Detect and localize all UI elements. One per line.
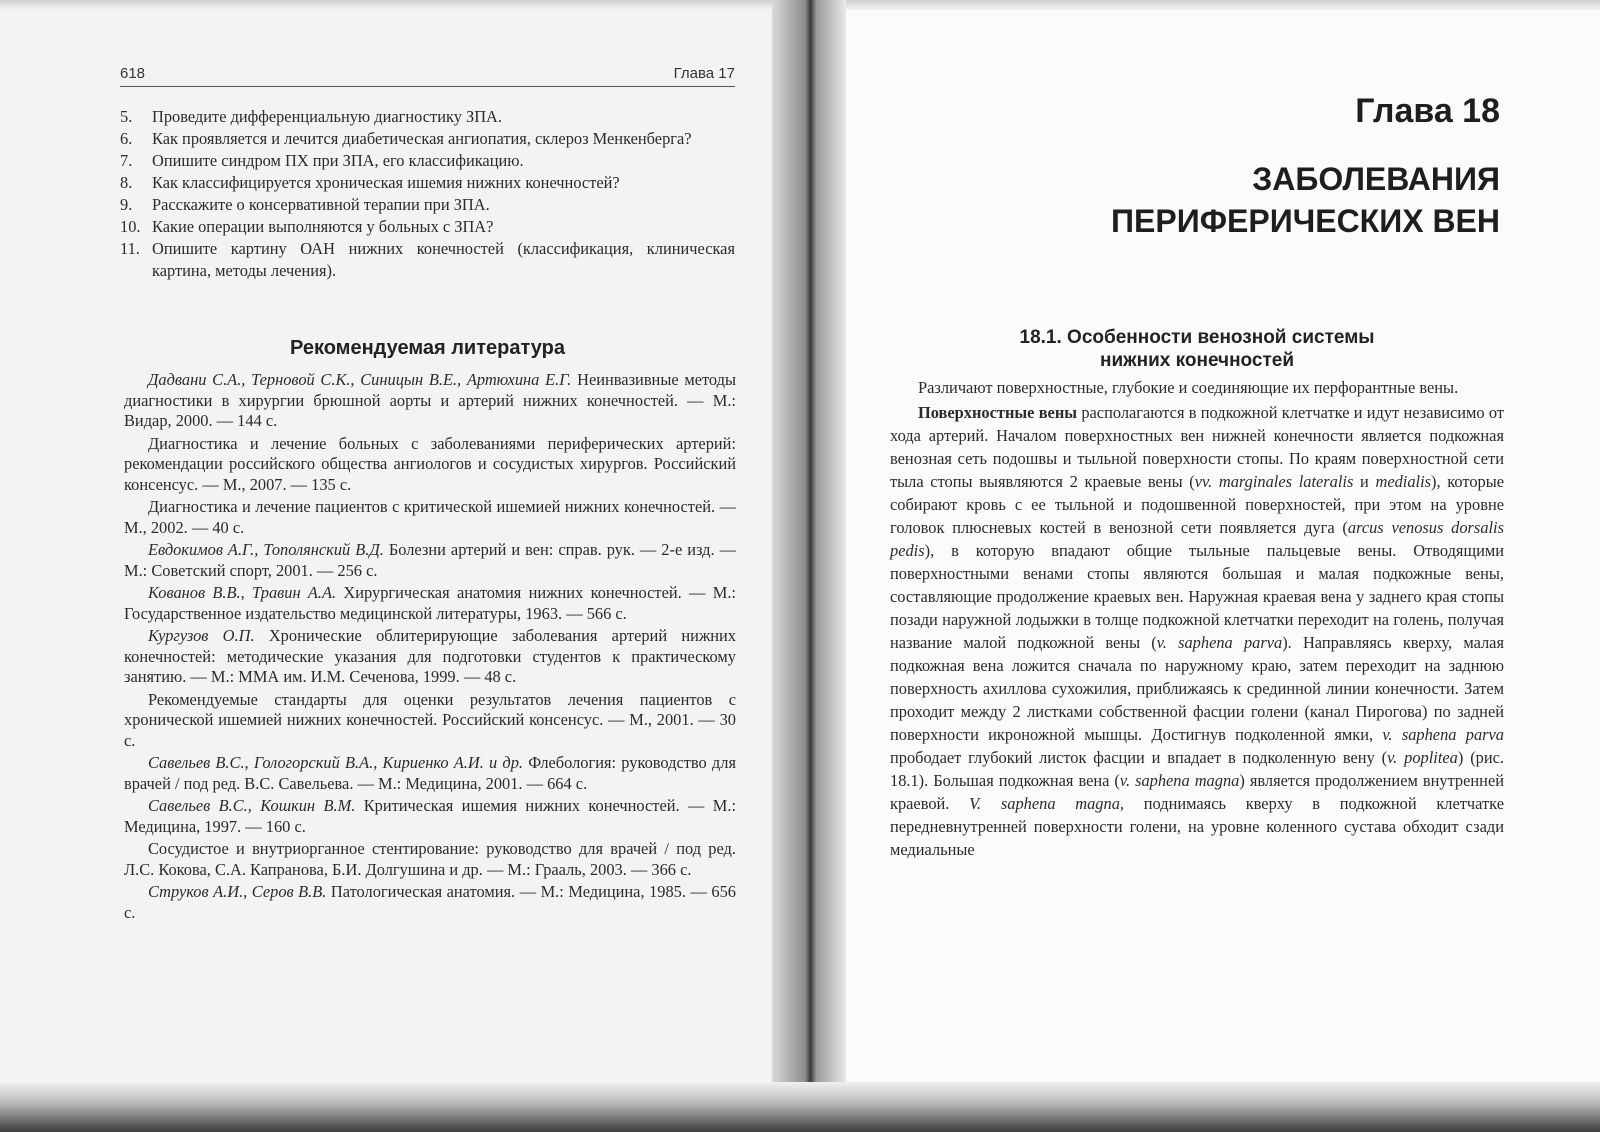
latin-term: medialis <box>1375 472 1432 491</box>
reference-text: Болезни артерий и вен: справ. рук. — 2-е изд. — М.: Советский спорт, 2001. — 256 с. <box>124 540 736 580</box>
running-head-chapter: Глава 17 <box>673 65 735 82</box>
reference-authors: Струков А.И., Серов В.В. <box>148 882 327 901</box>
reference-authors: Евдокимов А.Г., Тополянский В.Д. <box>148 540 384 559</box>
page-number: 618 <box>120 65 146 82</box>
section-title-line-1: 18.1. Особенности венозной системы <box>1019 327 1375 348</box>
reference-item <box>124 370 736 432</box>
bold-term: Поверхностные вены <box>918 403 1078 422</box>
latin-term: v. saphena parva <box>1382 725 1504 744</box>
bottom-edge-shadow <box>0 1082 1600 1132</box>
paragraph-superficial-veins <box>890 401 1504 861</box>
question-text: Какие операции выполняются у больных с ЗПА? <box>152 217 494 236</box>
question-number: 5. <box>120 107 133 126</box>
question-item <box>120 150 735 172</box>
text-run: ). Направляясь кверху, малая подкожная вена ложится сначала по наружному краю, затем переходит на заднюю поверхность ахиллова сухожилия, приближаясь к срединной линии конечности. Затем проходит между 2 листками собственной фасции голени (канал Пирогова) по задней поверхности икроножной мышцы. Достигнув подколенной ямки, <box>890 633 1504 744</box>
book-spine <box>772 0 846 1132</box>
question-item <box>120 216 735 238</box>
running-header <box>120 62 735 87</box>
section-title-line-2: нижних конечностей <box>1099 350 1295 371</box>
chapter-title-line-1: ЗАБОЛЕВАНИЯ <box>1252 161 1500 197</box>
question-text: Как классифицируется хроническая ишемия нижних конечностей? <box>152 173 620 192</box>
reference-item <box>124 497 736 538</box>
question-text: Опишите синдром ПХ при ЗПА, его классификацию. <box>152 151 524 170</box>
reference-text: Флебология: руководство для врачей / под ред. В.С. Савельева. — М.: Медицина, 2001. — 664 с. <box>124 753 736 793</box>
reference-text: Хирургическая анатомия нижних конечностей. — М.: Государственное издательство медицинской литературы, 1963. — 566 с. <box>124 583 736 623</box>
reference-item <box>124 796 736 837</box>
question-item <box>120 194 735 216</box>
text-run: располагаются в подкожной клетчатке и идут независимо от хода артерий. Началом поверхностных вен нижней конечности является подкожная венозная сеть подошвы и тыльной поверхности стопы. По краям поверхностной сети тыла стопы выявляются 2 краевые вены ( <box>890 403 1504 491</box>
chapter-title-line-2: ПЕРИФЕРИЧЕСКИХ ВЕН <box>1111 203 1500 239</box>
reference-authors: Савельев В.С., Кошкин В.М. <box>148 796 356 815</box>
text-run: ) является продолжением внутренней краевой. <box>890 771 1504 813</box>
reference-text: Диагностика и лечение пациентов с критической ишемией нижних конечностей. — М., 2002. — 40 с. <box>124 497 736 537</box>
question-item <box>120 106 735 128</box>
question-number: 6. <box>120 129 133 148</box>
question-text: Опишите картину ОАН нижних конечностей (классификация, клиническая картина, методы лечения). <box>152 239 735 280</box>
section-title <box>892 326 1502 372</box>
text-run: ), в которую впадают общие тыльные пальцевые вены. Отводящими поверхностными венами стопы являются большая и малая подкожные вены, составляющие продолжение краевых вен. Наружная краевая вена у заднего края стопы позади наружной лодыжки в толще подкожной клетчатки переходит на голень, получая название малой подкожной вены ( <box>890 541 1504 652</box>
paragraph-intro: Различают поверхностные, глубокие и соединяющие их перфорантные вены. <box>918 378 1459 397</box>
text-run: , поднимаясь кверху в подкожной клетчатке передневнутренней поверхности голени, на уровне коленного сустава обходит сзади медиальные <box>890 794 1504 859</box>
question-number: 10. <box>120 217 141 236</box>
reference-text: Хронические облитерирующие заболевания артерий нижних конечностей: методические указания для подготовки студентов к практическому занятию. — М.: ММА им. И.М. Сеченова, 1999. — 48 с. <box>124 626 737 686</box>
question-text: Как проявляется и лечится диабетическая ангиопатия, склероз Менкенберга? <box>152 129 692 148</box>
latin-term: arcus venosus dorsalis pedis <box>890 518 1504 560</box>
question-number: 11. <box>120 239 140 258</box>
chapter-title <box>860 158 1500 242</box>
reference-item <box>124 540 736 581</box>
question-item <box>120 238 735 282</box>
reference-text: Сосудистое и внутриорганное стентирование: руководство для врачей / под ред. Л.С. Кокова, С.А. Капранова, Б.И. Долгушина и др. — М.: Грааль, 2003. — 366 с. <box>124 839 736 879</box>
reference-item <box>124 839 736 880</box>
question-number: 7. <box>120 151 133 170</box>
reference-item <box>124 626 736 688</box>
question-item <box>120 172 735 194</box>
latin-term: V. saphena magna <box>969 794 1120 813</box>
text-run: прободает глубокий листок фасции и впадает в подколенную вену ( <box>890 748 1388 767</box>
reference-text: Рекомендуемые стандарты для оценки результатов лечения пациентов с хронической ишемией нижних конечностей. Российский консенсус. — М., 2001. — 30 с. <box>124 689 736 750</box>
chapter-number: Глава 18 <box>1355 92 1500 130</box>
references-list <box>124 370 736 925</box>
reference-item <box>124 434 736 496</box>
question-text: Проведите дифференциальную диагностику ЗПА. <box>152 107 502 126</box>
text-run: ) (рис. 18.1). Большая подкожная вена ( <box>890 748 1504 790</box>
reference-item <box>124 882 736 923</box>
reference-item <box>124 583 736 624</box>
review-questions-list <box>120 106 735 282</box>
reference-text: Диагностика и лечение больных с заболеваниями периферических артерий: рекомендации российского общества ангиологов и сосудистых хирургов. Российский консенсус. — М., 2007. — 135 с. <box>124 433 736 494</box>
latin-term: vv. marginales lateralis <box>1194 472 1354 491</box>
reference-text: Критическая ишемия нижних конечностей. — М.: Медицина, 1997. — 160 с. <box>124 796 736 836</box>
latin-term: v. saphena parva <box>1156 633 1283 652</box>
reference-authors: Савельев В.С., Гологорский В.А., Кириенко А.И. и др. <box>148 753 524 772</box>
question-number: 8. <box>120 173 133 192</box>
reference-item <box>124 753 736 794</box>
text-run: ), которые собирают кровь с ее тыльной и подошвенной поверхностей, при этом на уровне головок плюсневых костей в венозной сети появляется дуга ( <box>890 472 1505 537</box>
question-item <box>120 128 735 150</box>
question-text: Расскажите о консервативной терапии при ЗПА. <box>152 195 490 214</box>
latin-term: v. saphena magna <box>1119 771 1240 790</box>
literature-heading: Рекомендуемая литература <box>290 337 565 359</box>
text-run: и <box>1353 472 1376 491</box>
reference-authors: Дадвани С.А., Терновой С.К., Синицын В.Е., Артюхина Е.Г. <box>148 370 572 389</box>
latin-term: v. poplitea <box>1387 748 1458 767</box>
question-number: 9. <box>120 195 133 214</box>
reference-authors: Кованов В.В., Травин А.А. <box>148 583 337 602</box>
section-body <box>890 376 1504 863</box>
reference-text: Патологическая анатомия. — М.: Медицина, 1985. — 656 с. <box>124 882 736 922</box>
reference-item <box>124 690 736 752</box>
reference-authors: Кургузов О.П. <box>148 626 255 645</box>
reference-text: Неинвазивные методы диагностики в хирургии брюшной аорты и артерий нижних конечностей. — М.: Видар, 2000. — 144 с. <box>124 370 736 430</box>
